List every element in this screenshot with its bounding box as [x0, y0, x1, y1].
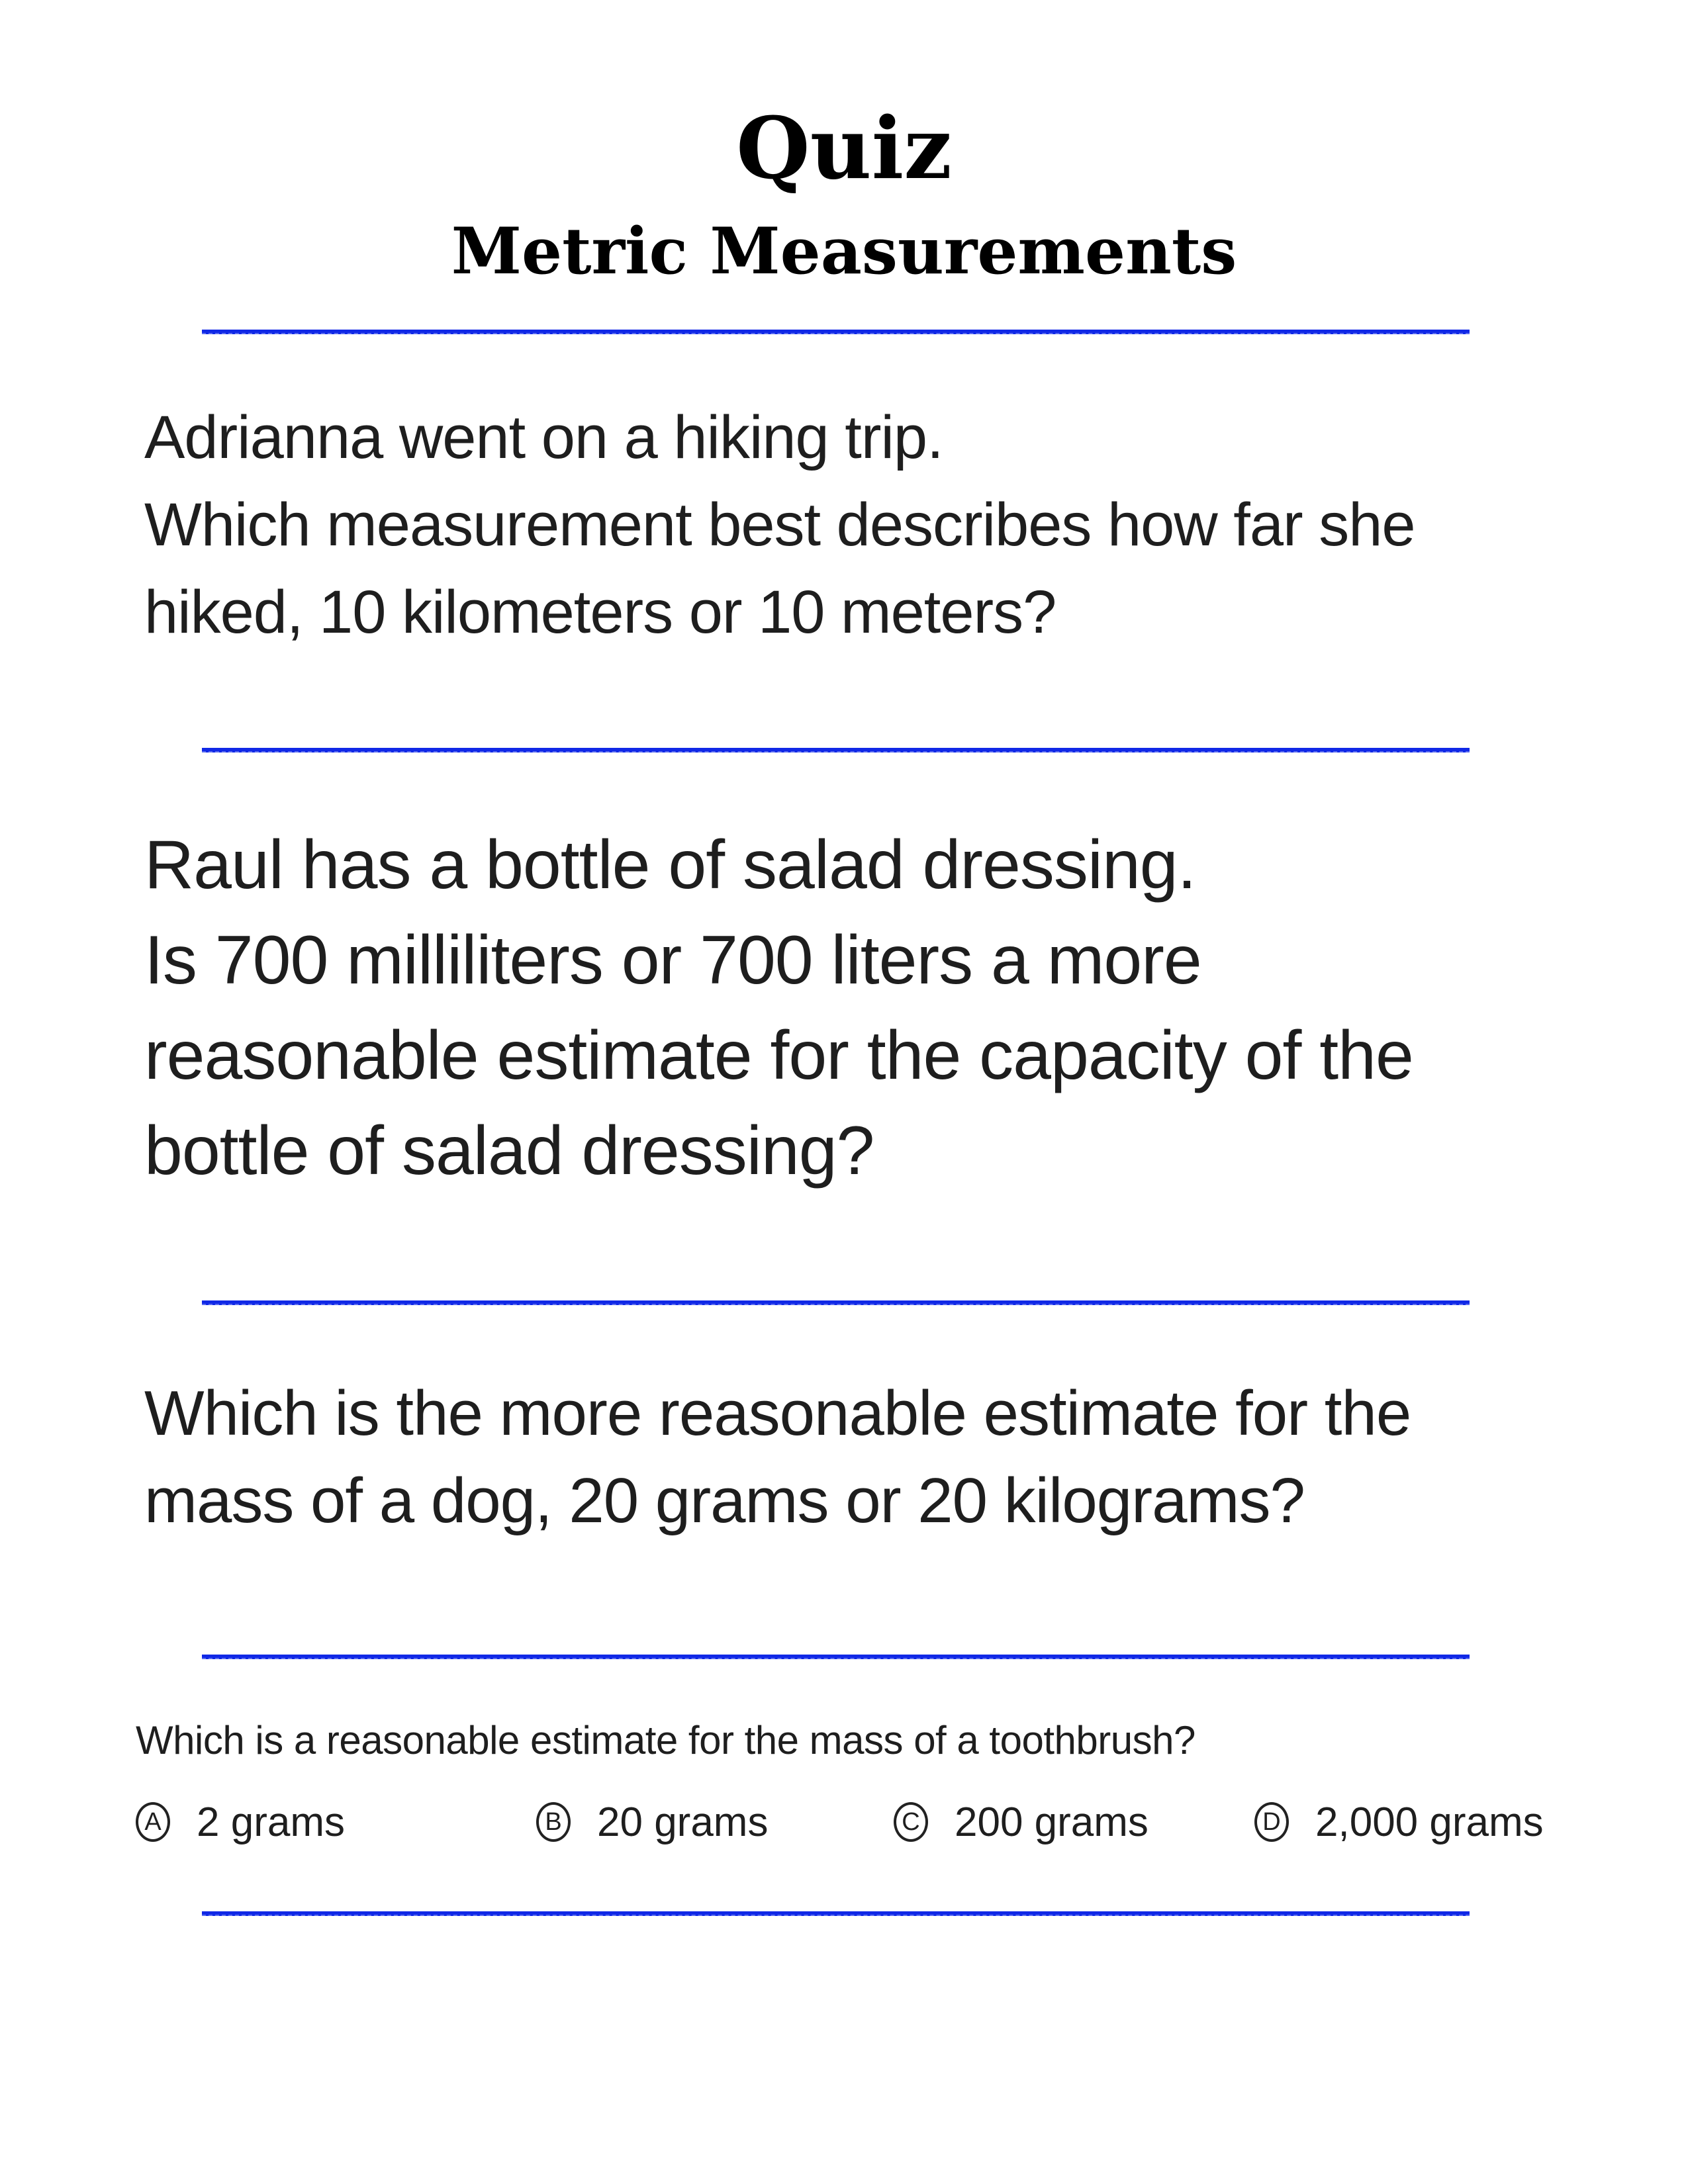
question-text-line: mass of a dog, 20 grams or 20 kilograms? — [144, 1465, 1305, 1536]
choice-bubble-icon[interactable]: A — [136, 1802, 170, 1842]
answer-line-1[interactable] — [202, 748, 1470, 752]
answer-line-2[interactable] — [202, 1300, 1470, 1305]
multiple-choice-options — [136, 1792, 1559, 1852]
question-1 — [144, 394, 1415, 656]
choice-label: 2,000 grams — [1315, 1799, 1544, 1845]
question-text-line: Raul has a bottle of salad dressing. — [144, 827, 1196, 903]
choice-bubble-icon[interactable]: D — [1254, 1802, 1289, 1842]
choice-label: 2 grams — [197, 1799, 345, 1845]
question-text-line: Adrianna went on a hiking trip. — [144, 404, 943, 471]
choice-label: 20 grams — [597, 1799, 769, 1845]
page-subtitle: Metric Measurements — [451, 214, 1237, 289]
choice-a[interactable] — [136, 1792, 345, 1852]
question-text-line: Which is a reasonable estimate for the mass of a toothbrush? — [136, 1718, 1196, 1762]
question-4 — [136, 1714, 1196, 1767]
question-text-line: Which measurement best describes how far she — [144, 491, 1415, 559]
question-text-line: reasonable estimate for the capacity of the — [144, 1017, 1413, 1094]
question-text-line: Is 700 milliliters or 700 liters a more — [144, 922, 1201, 999]
answer-line-3[interactable] — [202, 1655, 1470, 1659]
question-3 — [144, 1370, 1411, 1545]
question-text-line: hiked, 10 kilometers or 10 meters? — [144, 578, 1056, 646]
answer-line-4[interactable] — [202, 1911, 1470, 1916]
choice-b[interactable] — [536, 1792, 768, 1852]
choice-bubble-icon[interactable]: B — [536, 1802, 571, 1842]
choice-c[interactable] — [894, 1792, 1149, 1852]
page-title: Quiz — [736, 99, 952, 199]
choice-d[interactable] — [1254, 1792, 1544, 1852]
question-2 — [144, 817, 1413, 1199]
choice-label: 200 grams — [955, 1799, 1149, 1845]
choice-bubble-icon[interactable]: C — [894, 1802, 928, 1842]
question-text-line: Which is the more reasonable estimate for the — [144, 1378, 1411, 1449]
question-text-line: bottle of salad dressing? — [144, 1113, 874, 1189]
answer-line-divider — [202, 330, 1470, 334]
